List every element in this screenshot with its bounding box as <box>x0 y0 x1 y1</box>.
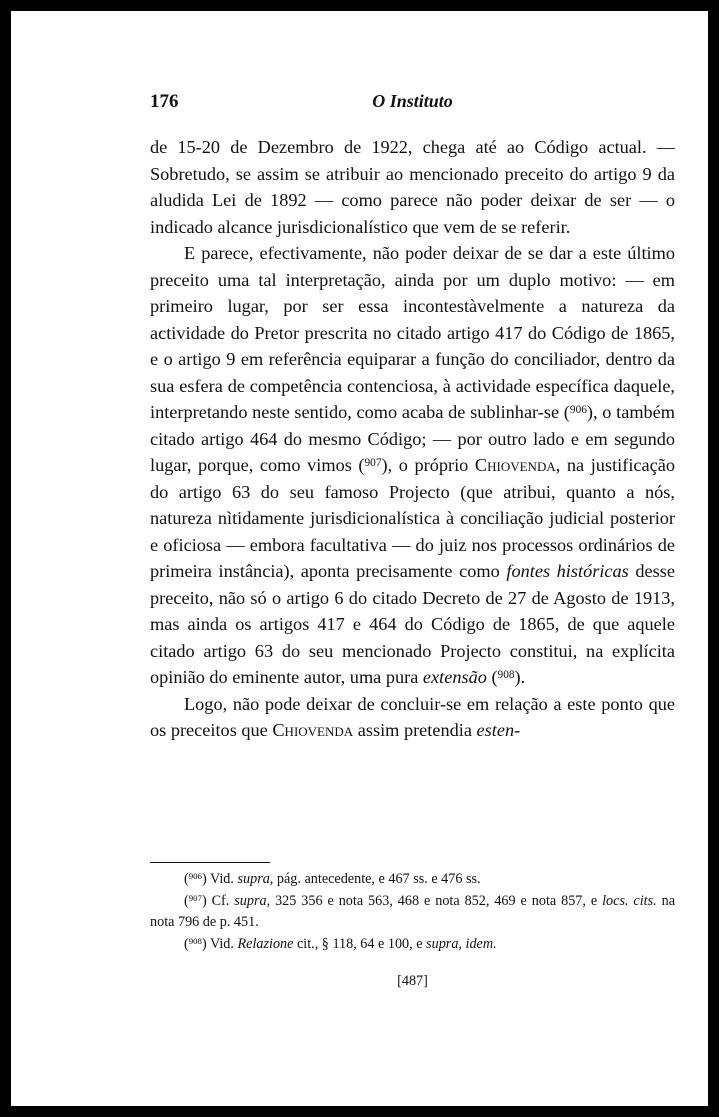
paren: ) <box>201 892 207 909</box>
footnote-emphasis: supra, <box>237 871 274 887</box>
footnote-text: Vid. <box>206 935 238 952</box>
footnote-emphasis: supra, idem. <box>426 935 497 952</box>
footnote-text: 325 356 e nota 563, 468 e nota 852, 469 e nota 857, e <box>270 892 603 909</box>
footnote-number: 908 <box>188 935 202 946</box>
emphasis-text: extensão <box>422 667 487 687</box>
emphasis-text: fontes históricas <box>506 561 629 581</box>
paren: ( <box>184 871 189 887</box>
text-run: ( <box>486 667 498 687</box>
text-run: ), o próprio <box>381 455 475 475</box>
footnote-reference[interactable]: 906 <box>569 403 587 416</box>
paren: ( <box>184 935 189 952</box>
paragraph-3 <box>150 691 675 744</box>
footnote-reference[interactable]: 907 <box>364 456 382 469</box>
footnote-emphasis: locs. cits. <box>602 892 657 909</box>
paren: ) <box>201 935 207 952</box>
text-run: , na justificação do artigo 63 do seu famoso Projecto (que atribui, quanto a nós, natureza nìtidamente jurisdicionalística à conciliação judicial posterior e oficiosa — embora facultativa — do juiz nos processos ordinários de primeira instância), aponta precisamente como <box>150 455 675 581</box>
text-run: Logo, não pode deixar de concluir-se em relação a este ponto que os preceitos que <box>150 693 675 740</box>
page-number: 176 <box>150 91 179 112</box>
book-page <box>11 11 708 1106</box>
paren: ( <box>184 892 189 909</box>
footnote-text: Cf. <box>206 892 235 909</box>
footnote-908 <box>150 934 675 956</box>
footnote-number: 906 <box>188 871 202 882</box>
footnotes <box>150 869 675 955</box>
text-run: assim pretendia <box>353 720 477 740</box>
author-name: Chiovenda <box>272 720 354 740</box>
folio-number: [487] <box>397 973 428 989</box>
author-name: Chiovenda <box>474 455 556 475</box>
footnote-text: na nota 796 de p. 451. <box>150 892 676 930</box>
footnote-emphasis: supra, <box>234 892 271 909</box>
footnote-907 <box>150 891 675 934</box>
footnote-reference[interactable]: 908 <box>497 668 515 681</box>
footnote-text: pág. antecedente, e 467 ss. e 476 ss. <box>273 871 481 887</box>
paragraph-1: de 15-20 de Dezembro de 1922, chega até ao Código actual. — Sobretudo, se assim se atribuir ao mencionado preceito do artigo 9 da aludida Lei de 1892 — como parece não poder deixar de ser — o indicado alcance jurisdicionalístico que vem de se referir. <box>150 137 675 237</box>
page-header <box>150 91 675 115</box>
emphasis-text: esten- <box>476 720 521 740</box>
text-run: E parece, efectivamente, não poder deixar de se dar a este último preceito uma tal interpretação, ainda por um duplo motivo: — em primeiro lugar, por ser essa incontestàvelmente a natureza da actividade do Pretor prescrita no citado artigo 417 do Código de 1865, e o artigo 9 em referência equiparar a função do conciliador, dentro da sua esfera de competência contenciosa, à actividade específica daquele, interpretando neste sentido, como acaba de sublinhar-se ( <box>150 243 675 422</box>
body-text <box>150 134 675 744</box>
running-title: O Instituto <box>372 91 453 111</box>
footnote-emphasis: Relazione <box>237 935 294 952</box>
paren: ) <box>201 871 207 887</box>
footnote-906 <box>150 869 675 891</box>
text-run: desse preceito, não só o artigo 6 do citado Decreto de 27 de Agosto de 1913, mas ainda os artigos 417 e 464 do Código de 1865, de que aquele citado artigo 63 do seu mencionado Projecto constitui, na explícita opinião do eminente autor, uma pura <box>150 561 676 687</box>
paragraph-2 <box>150 240 675 691</box>
footnote-text: Vid. <box>206 871 238 887</box>
footnote-separator <box>150 862 270 863</box>
text-run: ). <box>514 667 526 687</box>
footnote-text: cit., § 118, 64 e 100, e <box>293 935 427 952</box>
text-run: ), o também citado artigo 464 do mesmo Código; — por outro lado e em segundo lugar, porque, como vimos ( <box>150 402 676 475</box>
footnote-number: 907 <box>188 892 202 903</box>
